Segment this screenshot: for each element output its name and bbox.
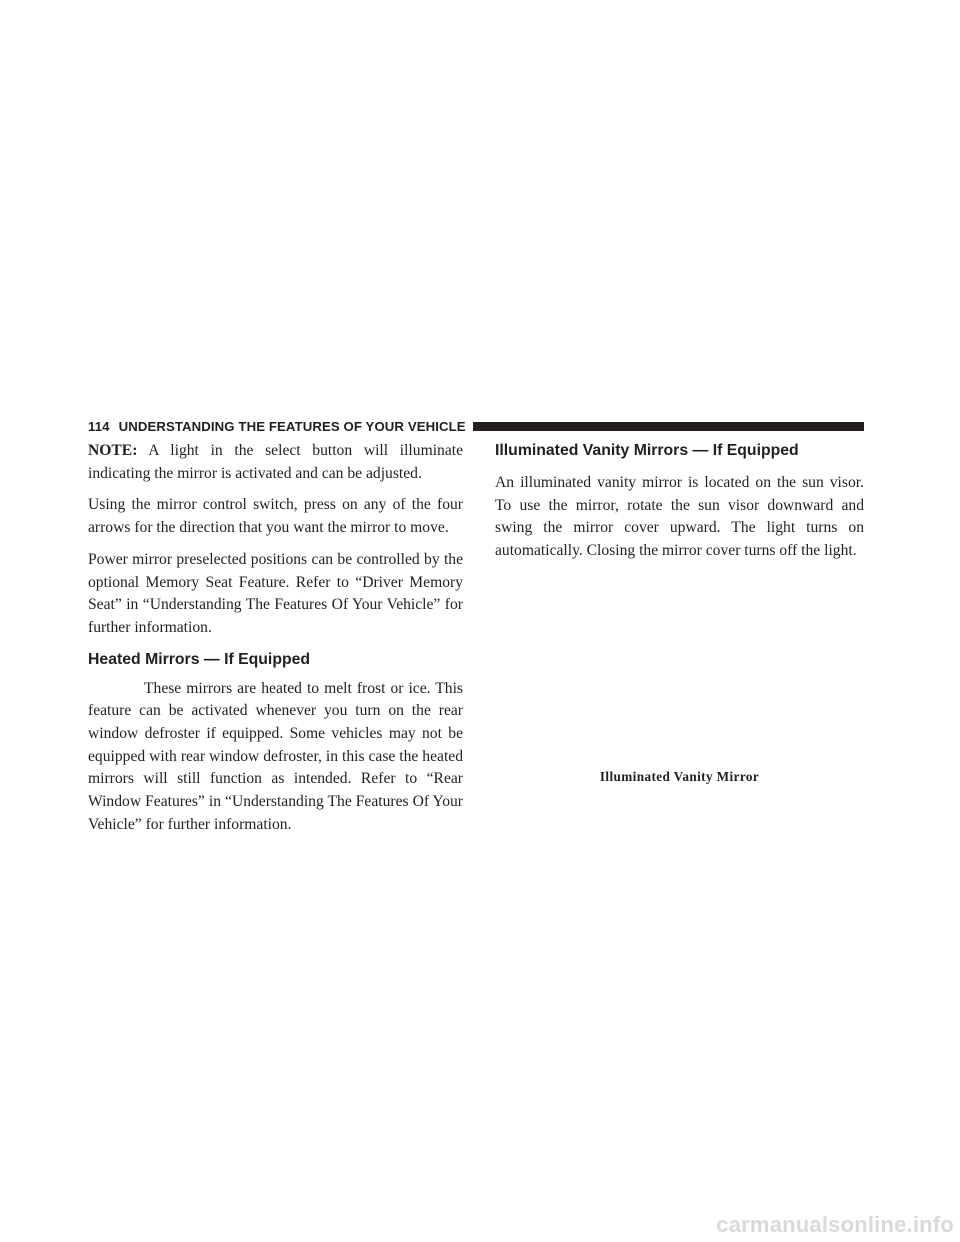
- vanity-mirrors-heading: Illuminated Vanity Mirrors — If Equipped: [495, 442, 799, 459]
- heated-mirrors-paragraph: These mirrors are heated to melt frost or ice. This feature can be activated whenever you turn on the rear window defroster if equipped. Some vehicles may not be equipped with rear window defroster, in this case the heated mirrors will still function as intended. Refer to “Rear Window Features” in “Understanding The Features Of Your Vehicle” for further information.: [88, 679, 463, 833]
- right-column: [495, 440, 864, 572]
- preselected-paragraph: Power mirror preselected positions can be controlled by the optional Memory Seat Feature. Refer to “Driver Memory Seat” in “Understanding The Features Of Your Vehicle” for further information.: [88, 550, 463, 636]
- vanity-mirrors-paragraph: An illuminated vanity mirror is located on the sun visor. To use the mirror, rotate the sun visor downward and swing the mirror cover upward. The light turns on automatically. Closing the mirror cover turns off the light.: [495, 474, 864, 560]
- page-number: 114: [88, 418, 110, 434]
- page-header: [88, 416, 864, 436]
- note-label: NOTE:: [88, 442, 138, 459]
- heated-mirrors-heading: Heated Mirrors — If Equipped: [88, 650, 311, 668]
- left-column: [88, 440, 463, 846]
- watermark-text: carmanualsonline.info: [716, 1212, 954, 1237]
- figure-caption: Illuminated Vanity Mirror: [599, 769, 760, 784]
- section-title: UNDERSTANDING THE FEATURES OF YOUR VEHICLE: [118, 418, 466, 434]
- header-rule: [473, 422, 864, 431]
- note-paragraph: [88, 440, 463, 485]
- note-text: A light in the select button will illuminate indicating the mirror is activated and can be adjusted.: [88, 442, 463, 482]
- control-switch-paragraph: Using the mirror control switch, press on any of the four arrows for the direction that you want the mirror to move.: [88, 496, 463, 537]
